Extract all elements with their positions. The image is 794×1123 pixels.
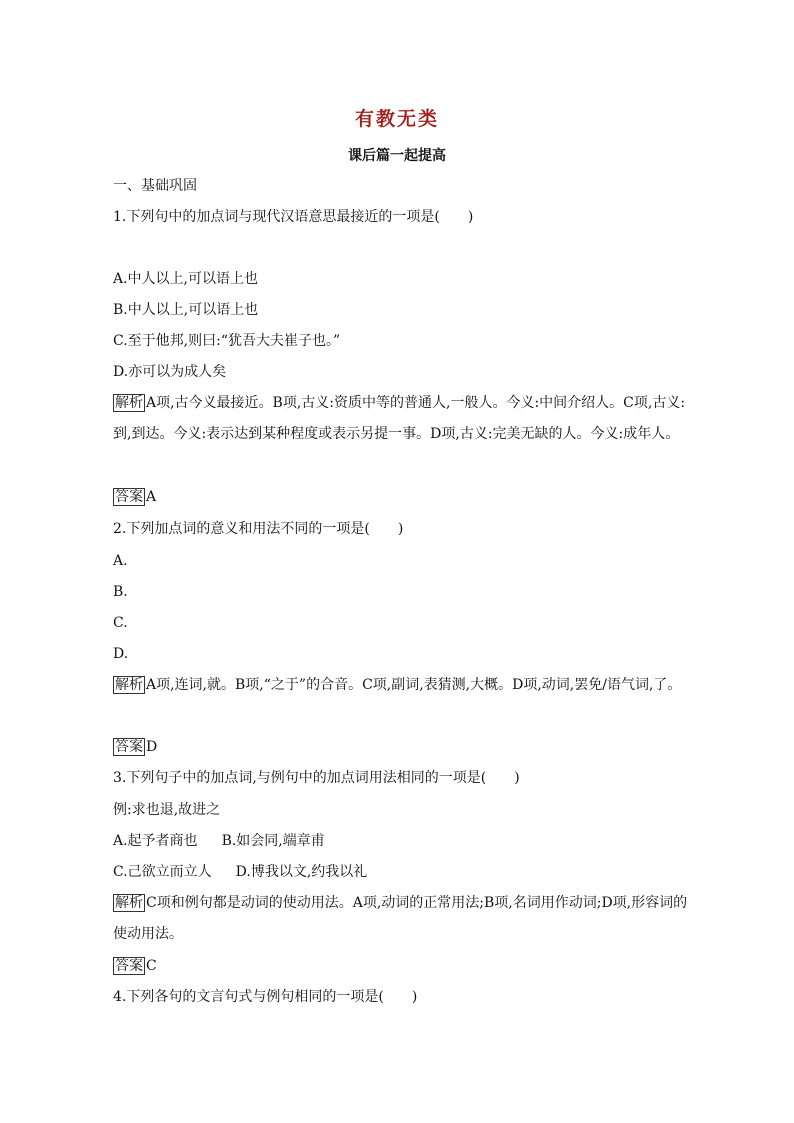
q1-option-a: A.中人以上,可以语上也 <box>113 271 259 287</box>
q1-stem: 1.下列句中的加点词与现代汉语意思最接近的一项是( ) <box>113 209 474 225</box>
q3-analysis <box>113 888 693 950</box>
q3-options-ab <box>113 832 325 850</box>
q2-stem: 2.下列加点词的意义和用法不同的一项是( ) <box>113 521 404 537</box>
q2-option-d: D. <box>113 646 129 662</box>
q4-stem: 4.下列各句的文言句式与例句相同的一项是( ) <box>113 989 418 1005</box>
q2-answer-text: D <box>146 739 158 755</box>
q2-option-c: C. <box>113 615 128 631</box>
answer-tag: 答案 <box>115 739 143 755</box>
q3-option-d: D.博我以文,约我以礼 <box>235 864 368 880</box>
q3-answer-text: C <box>146 958 157 974</box>
q1-option-d: D.亦可以为成人矣 <box>113 364 227 380</box>
section-heading: 一、基础巩固 <box>113 178 197 194</box>
analysis-tag: 解析 <box>115 895 143 911</box>
q1-answer <box>113 488 156 506</box>
q1-answer-text: A <box>146 489 157 505</box>
q3-options-cd <box>113 863 367 881</box>
q1-option-b: B.中人以上,可以语上也 <box>113 302 259 318</box>
q3-analysis-text: C项和例句都是动词的使动用法。A项,动词的正常用法;B项,名词用作动词;D项,形容词的使动用法。 <box>113 895 688 942</box>
q2-analysis-text: A项,连词,就。B项,“之于”的合音。C项,副词,表猜测,大概。D项,动词,罢免/语气词,了。 <box>146 677 682 693</box>
q1-analysis-text: A项,古今义最接近。B项,古义:资质中等的普通人,一般人。今义:中间介绍人。C项,古义:到,到达。今义:表示达到某种程度或表示另提一事。D项,古义:完美无缺的人。今义:成年人。 <box>113 395 686 442</box>
q1-analysis <box>113 388 693 450</box>
answer-tag: 答案 <box>115 958 143 974</box>
q2-answer <box>113 738 157 756</box>
q3-stem: 3.下列句子中的加点词,与例句中的加点词用法相同的一项是( ) <box>113 770 520 786</box>
page-subtitle: 课后篇一起提高 <box>348 148 446 164</box>
q3-option-b: B.如会同,端章甫 <box>221 833 325 849</box>
q2-option-a: A. <box>113 553 128 569</box>
q3-option-c: C.己欲立而立人 <box>113 864 212 880</box>
q3-example: 例:求也退,故进之 <box>113 802 221 818</box>
q1-option-c: C.至于他邦,则曰:“犹吾大夫崔子也。” <box>113 333 341 349</box>
analysis-tag: 解析 <box>115 677 143 693</box>
q3-answer <box>113 957 157 975</box>
q2-analysis <box>113 670 693 701</box>
page-title: 有教无类 <box>354 108 439 130</box>
analysis-tag: 解析 <box>115 395 143 411</box>
q3-option-a: A.起予者商也 <box>113 833 198 849</box>
q2-option-b: B. <box>113 584 128 600</box>
answer-tag: 答案 <box>115 489 143 505</box>
